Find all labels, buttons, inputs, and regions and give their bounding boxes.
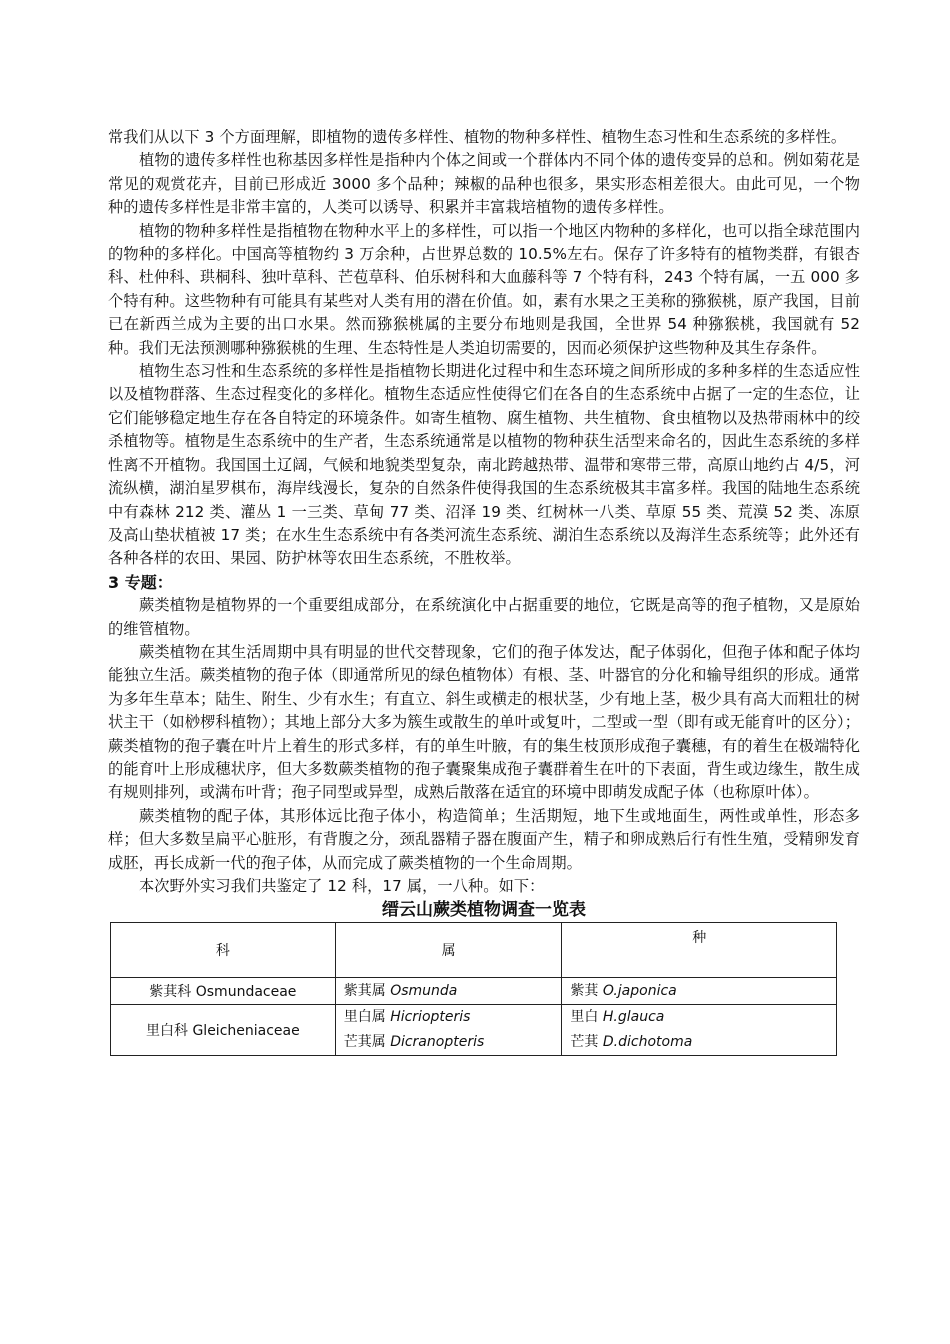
species-cell [562, 1005, 837, 1056]
family-cell: 里白科 Gleicheniaceae [111, 1005, 336, 1056]
genus-cell [335, 1005, 562, 1056]
paragraph-fern-gametophyte: 蕨类植物的配子体，其形体远比孢子体小，构造简单；生活期短，地下生或地面生，两性或单性，形态多样；但大多数呈扁平心脏形，有背腹之分，颈乱器精子器在腹面产生，精子和卵成熟后行有性生殖，受精卵发育成胚，再长成新一代的孢子体，从而完成了蕨类植物的一个生命周期。 [108, 806, 860, 872]
header-family: 科 [111, 923, 336, 978]
table-row [111, 1005, 837, 1056]
genus-cn: 芒萁属 [343, 1034, 386, 1051]
genus-entry [344, 979, 554, 1004]
table-title: 缙云山蕨类植物调查一览表 [382, 900, 586, 921]
genus-cn: 紫萁属 [343, 982, 386, 999]
genus-sci: Hicriopteris [390, 1009, 471, 1026]
fern-survey-table [110, 922, 837, 1056]
header-species: 种 [562, 923, 837, 978]
header-genus: 属 [335, 923, 562, 978]
document-page [108, 126, 860, 1056]
paragraph-genetic-diversity: 植物的遗传多样性也称基因多样性是指种内个体之间或一个群体内不同个体的遗传变异的总和。例如菊花是常见的观赏花卉，目前已形成近 3000 多个品种；辣椒的品种也很多，果实形态相差很大。由此可见，一个物种的遗传多样性是非常丰富的，人类可以诱导、积累并丰富栽培植物的遗传多样性。 [108, 151, 860, 217]
species-cn: 紫萁 [570, 982, 599, 999]
species-cn: 里白 [570, 1009, 599, 1026]
table-header-row [111, 923, 837, 978]
species-cell [562, 978, 837, 1005]
table-row [111, 978, 837, 1005]
species-entry [570, 979, 828, 1004]
genus-entry [344, 1030, 554, 1055]
genus-entry [344, 1005, 554, 1030]
genus-sci: Osmunda [390, 982, 458, 999]
genus-cn: 里白属 [343, 1009, 386, 1026]
species-cn: 芒萁 [570, 1034, 599, 1051]
species-entry [570, 1030, 828, 1055]
species-sci: D.dichotoma [602, 1034, 693, 1051]
species-sci: O.japonica [602, 982, 677, 999]
paragraph-fern-sporophyte: 蕨类植物在其生活周期中具有明显的世代交替现象，它们的孢子体发达，配子体弱化，但孢子体和配子体均能独立生活。蕨类植物的孢子体（即通常所见的绿色植物体）有根、茎、叶器官的分化和输导组织的形成。通常为多年生草本；陆生、附生、少有水生；有直立、斜生或横走的根状茎，少有地上茎，极少具有高大而粗壮的树状主干（如桫椤科植物）；其地上部分大多为簇生或散生的单叶或复叶，二型或一型（即有或无能育叶的区分）；蕨类植物的孢子囊在叶片上着生的形式多样，有的单生叶腋，有的集生枝顶形成孢子囊穗，有的着生在极端特化的能育叶上形成穗状序，但大多数蕨类植物的孢子囊聚集成孢子囊群着生在叶的下表面，背生或边缘生，散生成有规则排列，或满布叶背；孢子同型或异型，成熟后散落在适宜的环境中即萌发成配子体（也称原叶体）。 [108, 642, 860, 802]
genus-cell [335, 978, 562, 1005]
paragraph-species-diversity: 植物的物种多样性是指植物在物种水平上的多样性，可以指一个地区内物种的多样化，也可以指全球范围内的物种的多样化。中国高等植物约 3 万余种，占世界总数的 10.5%左右。保存了许多特有的植物类群，有银杏科、杜仲科、珙桐科、独叶草科、芒苞草科、伯乐树科和大血藤科等 7 个特有科，243 个特有属，一五 000 多个特有种。这些物种有可能具有某些对人类有用的潜在价值。如，素有水果之王美称的猕猴桃，原产我国，目前已在新西兰成为主要的出口水果。然而猕猴桃属的主要分布地则是我国，全世界 54 种猕猴桃，我国就有 52 种。我们无法预测哪种猕猴桃的生理、生态特性是人类迫切需要的，因而必须保护这些物种及其生存条件。 [108, 221, 860, 357]
paragraph-survey-summary: 本次野外实习我们共鉴定了 12 科，17 属，一八种。如下： [139, 877, 545, 895]
paragraph-fern-intro: 蕨类植物是植物界的一个重要组成部分，在系统演化中占据重要的地位，它既是高等的孢子植物，又是原始的维管植物。 [108, 596, 860, 638]
genus-sci: Dicranopteris [390, 1034, 485, 1051]
species-sci: H.glauca [602, 1009, 665, 1026]
paragraph-continued: 常我们从以下 3 个方面理解，即植物的遗传多样性、植物的物种多样性、植物生态习性和生态系统的多样性。 [108, 128, 847, 146]
paragraph-ecosystem-diversity: 植物生态习性和生态系统的多样性是指植物长期进化过程中和生态环境之间所形成的多种多样的生态适应性以及植物群落、生态过程变化的多样化。植物生态适应性使得它们在各自的生态系统中占据了一定的生态位，让它们能够稳定地生存在各自特定的环境条件。如寄生植物、腐生植物、共生植物、食虫植物以及热带雨林中的绞杀植物等。植物是生态系统中的生产者，生态系统通常是以植物的物种获生活型来命名的，因此生态系统的多样性离不开植物。我国国土辽阔，气候和地貌类型复杂，南北跨越热带、温带和寒带三带，高原山地约占 4/5，河流纵横，湖泊星罗棋布，海岸线漫长，复杂的自然条件使得我国的生态系统极其丰富多样。我国的陆地生态系统中有森林 212 类、灌丛 1 一三类、草甸 77 类、沼泽 19 类、红树林一八类、草原 55 类、荒漠 52 类、冻原及高山垫状植被 17 类；在水生生态系统中有各类河流生态系统、湖泊生态系统以及海洋生态系统等；此外还有各种各样的农田、果园、防护林等农田生态系统，不胜枚举。 [108, 362, 860, 568]
family-cell: 紫萁科 Osmundaceae [111, 978, 336, 1005]
species-entry [570, 1005, 828, 1030]
section-heading: 3 专题： [108, 572, 173, 592]
